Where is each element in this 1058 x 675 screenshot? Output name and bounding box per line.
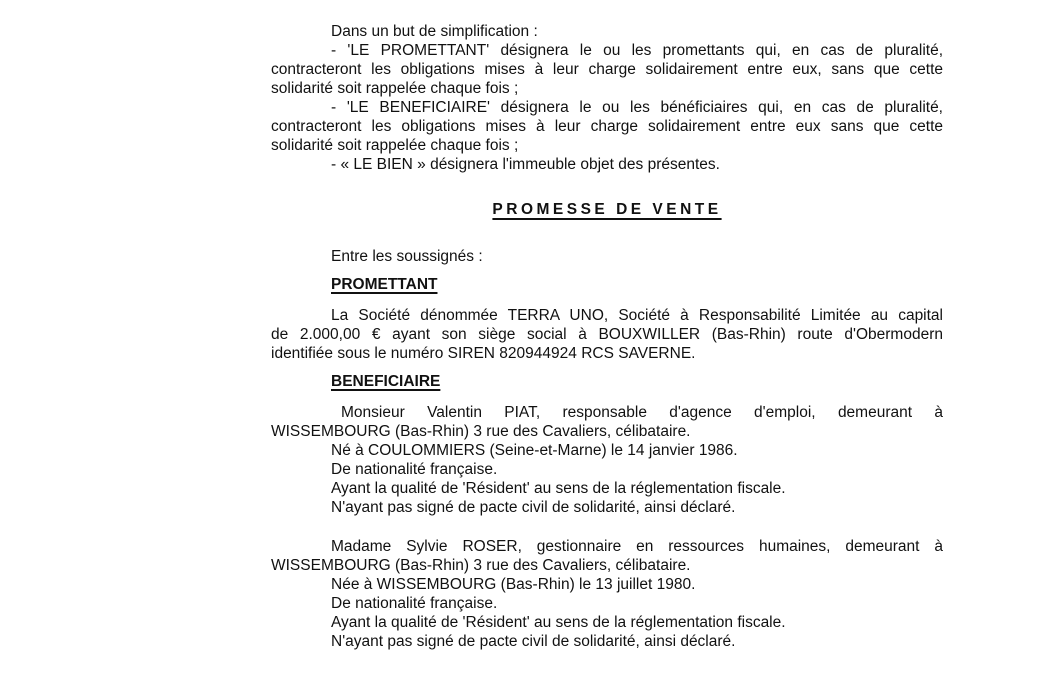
person2-line: Madame Sylvie ROSER, gestionnaire en ressources humaines, demeurant à (331, 538, 943, 555)
person1-line: Monsieur Valentin PIAT, responsable d'agence d'emploi, demeurant à (341, 404, 943, 421)
document-title: PROMESSE DE VENTE (492, 201, 722, 218)
preamble-line: contracteront les obligations mises à leur charge solidairement entre eux sans que cette (271, 118, 943, 135)
person2-line: Née à WISSEMBOURG (Bas-Rhin) le 13 juillet 1980. (331, 576, 696, 593)
person1-line: N'ayant pas signé de pacte civil de solidarité, ainsi déclaré. (331, 499, 736, 516)
promettant-line: de 2.000,00 € ayant son siège social à BOUXWILLER (Bas-Rhin) route d'Obermodern (271, 326, 943, 343)
promettant-line: La Société dénommée TERRA UNO, Société à Responsabilité Limitée au capital (331, 307, 943, 324)
preamble-line: - « LE BIEN » désignera l'immeuble objet des présentes. (331, 156, 720, 173)
person1-line: Né à COULOMMIERS (Seine-et-Marne) le 14 janvier 1986. (331, 442, 738, 459)
preamble-line: solidarité soit rappelée chaque fois ; (271, 137, 519, 154)
preamble-line: contracteront les obligations mises à leur charge solidairement entre eux, sans que cette (271, 61, 943, 78)
promettant-heading: PROMETTANT (331, 276, 438, 293)
intro-text: Entre les soussignés : (331, 248, 483, 265)
person1-line: WISSEMBOURG (Bas-Rhin) 3 rue des Cavaliers, célibataire. (271, 423, 691, 440)
person1-line: De nationalité française. (331, 461, 498, 478)
beneficiaire-heading: BENEFICIAIRE (331, 373, 441, 390)
preamble-line: solidarité soit rappelée chaque fois ; (271, 80, 519, 97)
preamble-line: - 'LE PROMETTANT' désignera le ou les promettants qui, en cas de pluralité, (331, 42, 943, 59)
person1-line: Ayant la qualité de 'Résident' au sens de la réglementation fiscale. (331, 480, 786, 497)
preamble-line: Dans un but de simplification : (331, 23, 538, 40)
preamble-line: - 'LE BENEFICIAIRE' désignera le ou les bénéficiaires qui, en cas de pluralité, (331, 99, 943, 116)
person2-line: De nationalité française. (331, 595, 498, 612)
person2-line: N'ayant pas signé de pacte civil de solidarité, ainsi déclaré. (331, 633, 736, 650)
person2-line: WISSEMBOURG (Bas-Rhin) 3 rue des Cavaliers, célibataire. (271, 557, 691, 574)
person2-line: Ayant la qualité de 'Résident' au sens de la réglementation fiscale. (331, 614, 786, 631)
promettant-line: identifiée sous le numéro SIREN 820944924 RCS SAVERNE. (271, 345, 696, 362)
